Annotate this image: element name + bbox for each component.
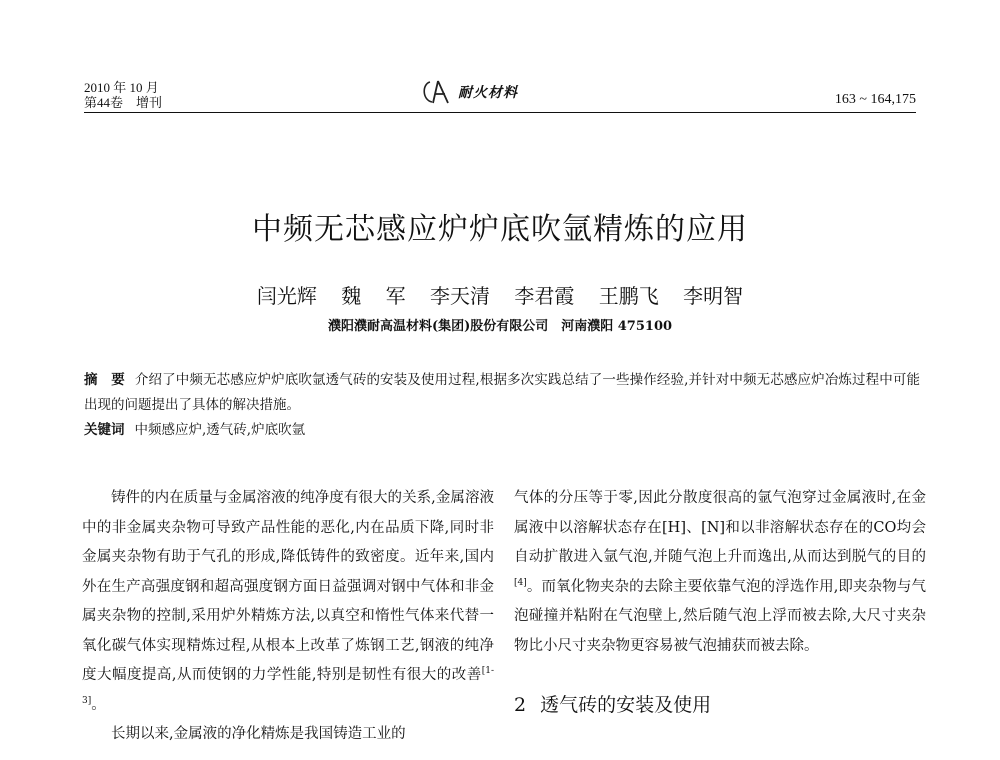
section-number: 2 bbox=[514, 694, 527, 716]
issue-volume: 第44卷 增刊 bbox=[84, 95, 163, 110]
keywords bbox=[84, 418, 305, 443]
journal-logo-icon bbox=[420, 78, 454, 106]
journal-name: 耐火材料 bbox=[458, 85, 518, 101]
article-title: 中频无芯感应炉炉底吹氩精炼的应用 bbox=[252, 212, 748, 247]
keywords-text: 中频感应炉,透气砖,炉底吹氩 bbox=[134, 422, 306, 438]
keywords-label: 关键词 bbox=[84, 422, 125, 438]
journal-logo bbox=[420, 78, 518, 106]
issue-date: 2010 年 10 月 bbox=[84, 80, 159, 95]
section-title: 透气砖的安装及使用 bbox=[540, 694, 712, 716]
citation: [1-3] bbox=[82, 666, 494, 706]
page-range: 163 ~ 164,175 bbox=[834, 92, 916, 107]
author: 闫光辉 bbox=[256, 284, 317, 308]
header-rule bbox=[84, 112, 916, 113]
left-column bbox=[82, 484, 494, 750]
right-column bbox=[514, 484, 926, 721]
paragraph: 铸件的内在质量与金属溶液的纯净度有很大的关系,金属溶液中的非金属夹杂物可导致产品性能的恶化,内在品质下降,同时非金属夹杂物有助于气孔的形成,降低铸件的致密度。近年来,国内外在生产高强度钢和超高强度钢方面日益强调对钢中气体和非金属夹杂物的控制,采用炉外精炼方法,以真空和惰性气体来代替一氧化碳气体实现精炼过程,从根本上改革了炼钢工艺,钢液的纯净度大幅度提高,从而使钢的力学性能,特别是韧性有很大的改善[1-3]。 bbox=[82, 490, 494, 713]
author: 李天清 bbox=[430, 284, 490, 308]
paragraph: 气体的分压等于零,因此分散度很高的氩气泡穿过金属液时,在金属液中以溶解状态存在[H]、[N]和以非溶解状态存在的CO均会自动扩散进入氩气泡,并随气泡上升而逸出,从而达到脱气的目的[4]。而氧化物夹杂的去除主要依靠气泡的浮选作用,即夹杂物与气泡碰撞并粘附在气泡壁上,然后随气泡上浮而被去除,大尺寸夹杂物比小尺寸夹杂物更容易被气泡捕获而被去除。 bbox=[514, 490, 926, 654]
author: 王鹏飞 bbox=[598, 284, 659, 308]
section-heading bbox=[514, 691, 926, 721]
author: 李君霞 bbox=[514, 284, 575, 308]
issue-info bbox=[84, 80, 162, 110]
author-list bbox=[0, 280, 1000, 309]
citation: [4] bbox=[514, 577, 527, 588]
abstract bbox=[84, 368, 920, 418]
author: 魏 军 bbox=[341, 284, 406, 308]
affiliation: 濮阳濮耐高温材料(集团)股份有限公司 河南濮阳 475100 bbox=[327, 319, 673, 334]
abstract-text: 介绍了中频无芯感应炉炉底吹氩透气砖的安装及使用过程,根据多次实践总结了一些操作经验,并针对中频无芯感应炉冶炼过程中可能出现的问题提出了具体的解决措施。 bbox=[84, 372, 920, 413]
paragraph: 长期以来,金属液的净化精炼是我国铸造工业的 bbox=[111, 726, 406, 742]
author: 李明智 bbox=[683, 284, 744, 308]
abstract-label: 摘 要 bbox=[84, 372, 125, 388]
